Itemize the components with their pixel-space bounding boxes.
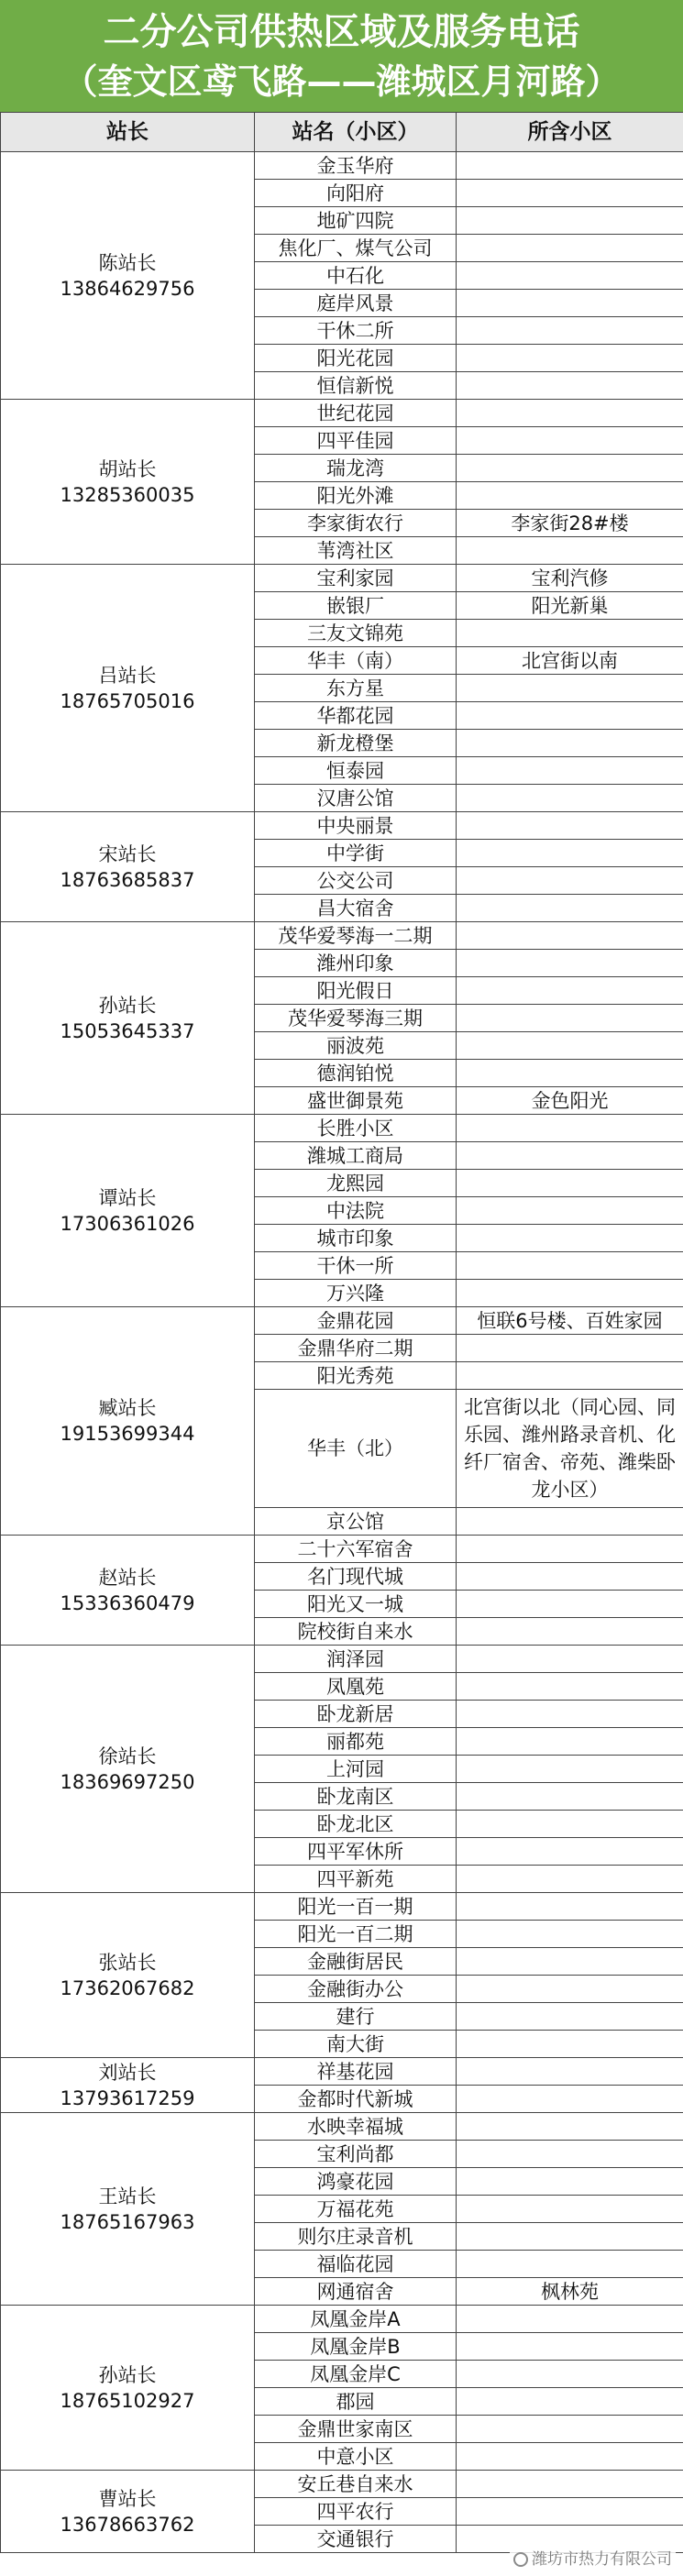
- includes-cell: [457, 482, 683, 510]
- manager-name: 刘站长: [98, 2061, 157, 2084]
- manager-cell: [1, 152, 255, 400]
- station-cell: 丽都苑: [255, 1728, 457, 1756]
- station-cell: 阳光假日: [255, 977, 457, 1005]
- manager-name: 孙站长: [98, 2363, 157, 2386]
- station-cell: 祥基花园: [255, 2058, 457, 2086]
- manager-cell: [1, 400, 255, 565]
- station-cell: 丽波苑: [255, 1032, 457, 1060]
- manager-name: 谭站长: [98, 1186, 157, 1209]
- includes-cell: [457, 1728, 683, 1756]
- station-cell: 南大街: [255, 2031, 457, 2058]
- table-row: [1, 1115, 683, 1142]
- includes-cell: [457, 675, 683, 702]
- table-row: [1, 1893, 683, 1921]
- station-cell: 李家街农行: [255, 510, 457, 537]
- manager-cell: [1, 1536, 255, 1646]
- station-cell: 四平农行: [255, 2498, 457, 2526]
- header-includes: 所含小区: [457, 113, 683, 152]
- table-row: [1, 1646, 683, 1673]
- watermark: [510, 2544, 676, 2570]
- includes-cell: [457, 262, 683, 290]
- manager-name: 曹站长: [98, 2487, 157, 2510]
- station-cell: 世纪花园: [255, 400, 457, 427]
- includes-cell: [457, 2498, 683, 2526]
- station-cell: 中央丽景: [255, 812, 457, 840]
- table-row: [1, 1536, 683, 1563]
- page-title: 二分公司供热区域及服务电话: [103, 11, 580, 53]
- station-cell: 福临花园: [255, 2251, 457, 2278]
- includes-cell: [457, 1142, 683, 1170]
- includes-cell: [457, 152, 683, 180]
- includes-cell: [457, 1225, 683, 1252]
- station-cell: 万兴隆: [255, 1280, 457, 1307]
- manager-phone: 19153699344: [60, 1423, 195, 1445]
- manager-cell: [1, 2113, 255, 2306]
- includes-cell: [457, 785, 683, 812]
- includes-cell: [457, 1032, 683, 1060]
- includes-cell: [457, 400, 683, 427]
- includes-cell: [457, 2333, 683, 2361]
- station-cell: 润泽园: [255, 1646, 457, 1673]
- manager-phone: 18763685837: [60, 868, 195, 891]
- wechat-icon: [513, 2552, 528, 2567]
- includes-cell: [457, 1866, 683, 1893]
- station-cell: 凤凰金岸A: [255, 2306, 457, 2333]
- station-cell: 卧龙北区: [255, 1811, 457, 1838]
- includes-cell: [457, 1536, 683, 1563]
- manager-name: 陈站长: [98, 251, 157, 274]
- watermark-text: 潍坊市热力有限公司: [532, 2550, 672, 2569]
- station-cell: 网通宿舍: [255, 2278, 457, 2306]
- manager-phone: 13678663762: [60, 2513, 195, 2536]
- station-cell: 嵌银厂: [255, 592, 457, 620]
- includes-cell: [457, 895, 683, 922]
- station-cell: 城市印象: [255, 1225, 457, 1252]
- manager-phone: 18765102927: [60, 2389, 195, 2412]
- includes-cell: [457, 455, 683, 482]
- station-cell: 金鼎华府二期: [255, 1335, 457, 1362]
- includes-cell: [457, 1976, 683, 2003]
- page-title-banner: [0, 0, 683, 112]
- includes-cell: [457, 702, 683, 730]
- manager-cell: [1, 565, 255, 812]
- includes-cell: [457, 2003, 683, 2031]
- station-cell: 瑞龙湾: [255, 455, 457, 482]
- table-row: [1, 2306, 683, 2333]
- station-cell: 四平佳园: [255, 427, 457, 455]
- includes-cell: [457, 1921, 683, 1948]
- station-cell: 苇湾社区: [255, 537, 457, 565]
- manager-phone: 17306361026: [60, 1212, 195, 1235]
- station-cell: 上河园: [255, 1756, 457, 1783]
- station-cell: 鸿豪花园: [255, 2168, 457, 2196]
- includes-cell: [457, 1893, 683, 1921]
- station-cell: 建行: [255, 2003, 457, 2031]
- includes-cell: [457, 1115, 683, 1142]
- table-row: [1, 1307, 683, 1335]
- station-cell: 盛世御景苑: [255, 1087, 457, 1115]
- includes-cell: [457, 180, 683, 207]
- includes-cell: 李家街28#楼: [457, 510, 683, 537]
- includes-cell: [457, 1591, 683, 1618]
- includes-cell: 北宫街以北（同心园、同乐园、潍州路录音机、化纤厂宿舍、帝苑、潍柴卧龙小区）: [457, 1390, 683, 1508]
- station-cell: 龙熙园: [255, 1170, 457, 1197]
- includes-cell: [457, 1646, 683, 1673]
- includes-cell: [457, 2113, 683, 2141]
- header-station: 站名（小区）: [255, 113, 457, 152]
- includes-cell: [457, 1673, 683, 1701]
- station-cell: 阳光一百一期: [255, 1893, 457, 1921]
- manager-name: 张站长: [98, 1951, 157, 1974]
- includes-cell: [457, 950, 683, 977]
- includes-cell: [457, 840, 683, 867]
- includes-cell: 枫林苑: [457, 2278, 683, 2306]
- includes-cell: [457, 1618, 683, 1646]
- station-cell: 二十六军宿舍: [255, 1536, 457, 1563]
- station-cell: 昌大宿舍: [255, 895, 457, 922]
- station-cell: 交通银行: [255, 2526, 457, 2553]
- includes-cell: [457, 2223, 683, 2251]
- service-table: [0, 112, 683, 2553]
- station-cell: 新龙橙堡: [255, 730, 457, 757]
- station-cell: 安丘巷自来水: [255, 2471, 457, 2498]
- manager-cell: [1, 2058, 255, 2113]
- station-cell: 东方星: [255, 675, 457, 702]
- includes-cell: [457, 2086, 683, 2113]
- station-cell: 则尔庄录音机: [255, 2223, 457, 2251]
- station-cell: 恒信新悦: [255, 372, 457, 400]
- manager-name: 臧站长: [98, 1397, 157, 1419]
- station-cell: 汉唐公馆: [255, 785, 457, 812]
- manager-cell: [1, 812, 255, 922]
- includes-cell: [457, 235, 683, 262]
- includes-cell: [457, 1280, 683, 1307]
- includes-cell: [457, 1170, 683, 1197]
- manager-cell: [1, 2306, 255, 2471]
- station-cell: 干休二所: [255, 317, 457, 345]
- includes-cell: [457, 1948, 683, 1976]
- includes-cell: [457, 1811, 683, 1838]
- includes-cell: [457, 1838, 683, 1866]
- manager-phone: 18765705016: [60, 689, 195, 712]
- includes-cell: [457, 372, 683, 400]
- station-cell: 三友文锦苑: [255, 620, 457, 647]
- manager-name: 徐站长: [98, 1745, 157, 1767]
- manager-phone: 13793617259: [60, 2086, 195, 2109]
- includes-cell: [457, 2168, 683, 2196]
- includes-cell: [457, 867, 683, 895]
- includes-cell: 金色阳光: [457, 1087, 683, 1115]
- station-cell: 宝利尚都: [255, 2141, 457, 2168]
- includes-cell: 北宫街以南: [457, 647, 683, 675]
- includes-cell: [457, 1563, 683, 1591]
- station-cell: 中意小区: [255, 2443, 457, 2471]
- station-cell: 阳光外滩: [255, 482, 457, 510]
- includes-cell: [457, 2471, 683, 2498]
- station-cell: 茂华爱琴海三期: [255, 1005, 457, 1032]
- station-cell: 恒泰园: [255, 757, 457, 785]
- station-cell: 华丰（南）: [255, 647, 457, 675]
- includes-cell: [457, 2416, 683, 2443]
- table-row: [1, 152, 683, 180]
- station-cell: 四平军休所: [255, 1838, 457, 1866]
- station-cell: 万福花苑: [255, 2196, 457, 2223]
- station-cell: 长胜小区: [255, 1115, 457, 1142]
- station-cell: 中法院: [255, 1197, 457, 1225]
- station-cell: 京公馆: [255, 1508, 457, 1536]
- manager-cell: [1, 1646, 255, 1893]
- page-subtitle: （奎文区鸢飞路——潍城区月河路）: [62, 61, 621, 102]
- includes-cell: [457, 2388, 683, 2416]
- includes-cell: [457, 207, 683, 235]
- manager-name: 吕站长: [98, 664, 157, 687]
- manager-phone: 15053645337: [60, 1019, 195, 1042]
- manager-name: 胡站长: [98, 457, 157, 480]
- manager-cell: [1, 1307, 255, 1536]
- includes-cell: [457, 730, 683, 757]
- includes-cell: [457, 2443, 683, 2471]
- manager-phone: 13285360035: [60, 483, 195, 506]
- includes-cell: [457, 1701, 683, 1728]
- station-cell: 焦化厂、煤气公司: [255, 235, 457, 262]
- station-cell: 凤凰金岸C: [255, 2361, 457, 2388]
- table-row: [1, 565, 683, 592]
- includes-cell: [457, 2141, 683, 2168]
- includes-cell: [457, 1252, 683, 1280]
- station-cell: 阳光一百二期: [255, 1921, 457, 1948]
- station-cell: 公交公司: [255, 867, 457, 895]
- station-cell: 金融街居民: [255, 1948, 457, 1976]
- station-cell: 潍州印象: [255, 950, 457, 977]
- station-cell: 中石化: [255, 262, 457, 290]
- station-cell: 金都时代新城: [255, 2086, 457, 2113]
- includes-cell: [457, 1508, 683, 1536]
- manager-name: 孙站长: [98, 994, 157, 1017]
- station-cell: 华丰（北）: [255, 1390, 457, 1508]
- manager-cell: [1, 922, 255, 1115]
- manager-name: 宋站长: [98, 842, 157, 865]
- station-cell: 卧龙南区: [255, 1783, 457, 1811]
- includes-cell: [457, 2361, 683, 2388]
- includes-cell: [457, 290, 683, 317]
- station-cell: 金玉华府: [255, 152, 457, 180]
- includes-cell: [457, 1005, 683, 1032]
- station-cell: 宝利家园: [255, 565, 457, 592]
- includes-cell: [457, 2031, 683, 2058]
- table-row: [1, 400, 683, 427]
- station-cell: 阳光秀苑: [255, 1362, 457, 1390]
- station-cell: 郡园: [255, 2388, 457, 2416]
- includes-cell: [457, 537, 683, 565]
- station-cell: 名门现代城: [255, 1563, 457, 1591]
- station-cell: 地矿四院: [255, 207, 457, 235]
- station-cell: 凤凰苑: [255, 1673, 457, 1701]
- station-cell: 卧龙新居: [255, 1701, 457, 1728]
- includes-cell: [457, 2251, 683, 2278]
- station-cell: 水映幸福城: [255, 2113, 457, 2141]
- station-cell: 茂华爱琴海一二期: [255, 922, 457, 950]
- includes-cell: [457, 2306, 683, 2333]
- manager-name: 赵站长: [98, 1566, 157, 1589]
- includes-cell: [457, 757, 683, 785]
- includes-cell: [457, 427, 683, 455]
- table-header-row: [1, 113, 683, 152]
- station-cell: 向阳府: [255, 180, 457, 207]
- includes-cell: [457, 345, 683, 372]
- includes-cell: [457, 812, 683, 840]
- manager-cell: [1, 1893, 255, 2058]
- includes-cell: [457, 2196, 683, 2223]
- station-cell: 金融街办公: [255, 1976, 457, 2003]
- manager-phone: 15336360479: [60, 1591, 195, 1614]
- includes-cell: [457, 977, 683, 1005]
- manager-cell: [1, 2471, 255, 2553]
- station-cell: 干休一所: [255, 1252, 457, 1280]
- table-row: [1, 2471, 683, 2498]
- station-cell: 金鼎世家南区: [255, 2416, 457, 2443]
- manager-phone: 13864629756: [60, 277, 195, 300]
- includes-cell: 阳光新巢: [457, 592, 683, 620]
- includes-cell: [457, 1197, 683, 1225]
- station-cell: 德润铂悦: [255, 1060, 457, 1087]
- includes-cell: [457, 317, 683, 345]
- includes-cell: [457, 2058, 683, 2086]
- manager-phone: 18369697250: [60, 1770, 195, 1793]
- table-row: [1, 2058, 683, 2086]
- station-cell: 院校街自来水: [255, 1618, 457, 1646]
- includes-cell: [457, 1060, 683, 1087]
- includes-cell: [457, 1756, 683, 1783]
- station-cell: 凤凰金岸B: [255, 2333, 457, 2361]
- includes-cell: [457, 922, 683, 950]
- includes-cell: 宝利汽修: [457, 565, 683, 592]
- includes-cell: [457, 1783, 683, 1811]
- station-cell: 华都花园: [255, 702, 457, 730]
- includes-cell: [457, 1335, 683, 1362]
- includes-cell: [457, 1362, 683, 1390]
- header-manager: 站长: [1, 113, 255, 152]
- station-cell: 四平新苑: [255, 1866, 457, 1893]
- includes-cell: [457, 620, 683, 647]
- station-cell: 阳光花园: [255, 345, 457, 372]
- manager-phone: 18765167963: [60, 2210, 195, 2233]
- includes-cell: 恒联6号楼、百姓家园: [457, 1307, 683, 1335]
- station-cell: 金鼎花园: [255, 1307, 457, 1335]
- manager-name: 王站长: [98, 2185, 157, 2207]
- station-cell: 庭岸风景: [255, 290, 457, 317]
- station-cell: 中学街: [255, 840, 457, 867]
- station-cell: 阳光又一城: [255, 1591, 457, 1618]
- table-row: [1, 812, 683, 840]
- manager-cell: [1, 1115, 255, 1307]
- station-cell: 潍城工商局: [255, 1142, 457, 1170]
- table-row: [1, 2113, 683, 2141]
- manager-phone: 17362067682: [60, 1976, 195, 1999]
- table-row: [1, 922, 683, 950]
